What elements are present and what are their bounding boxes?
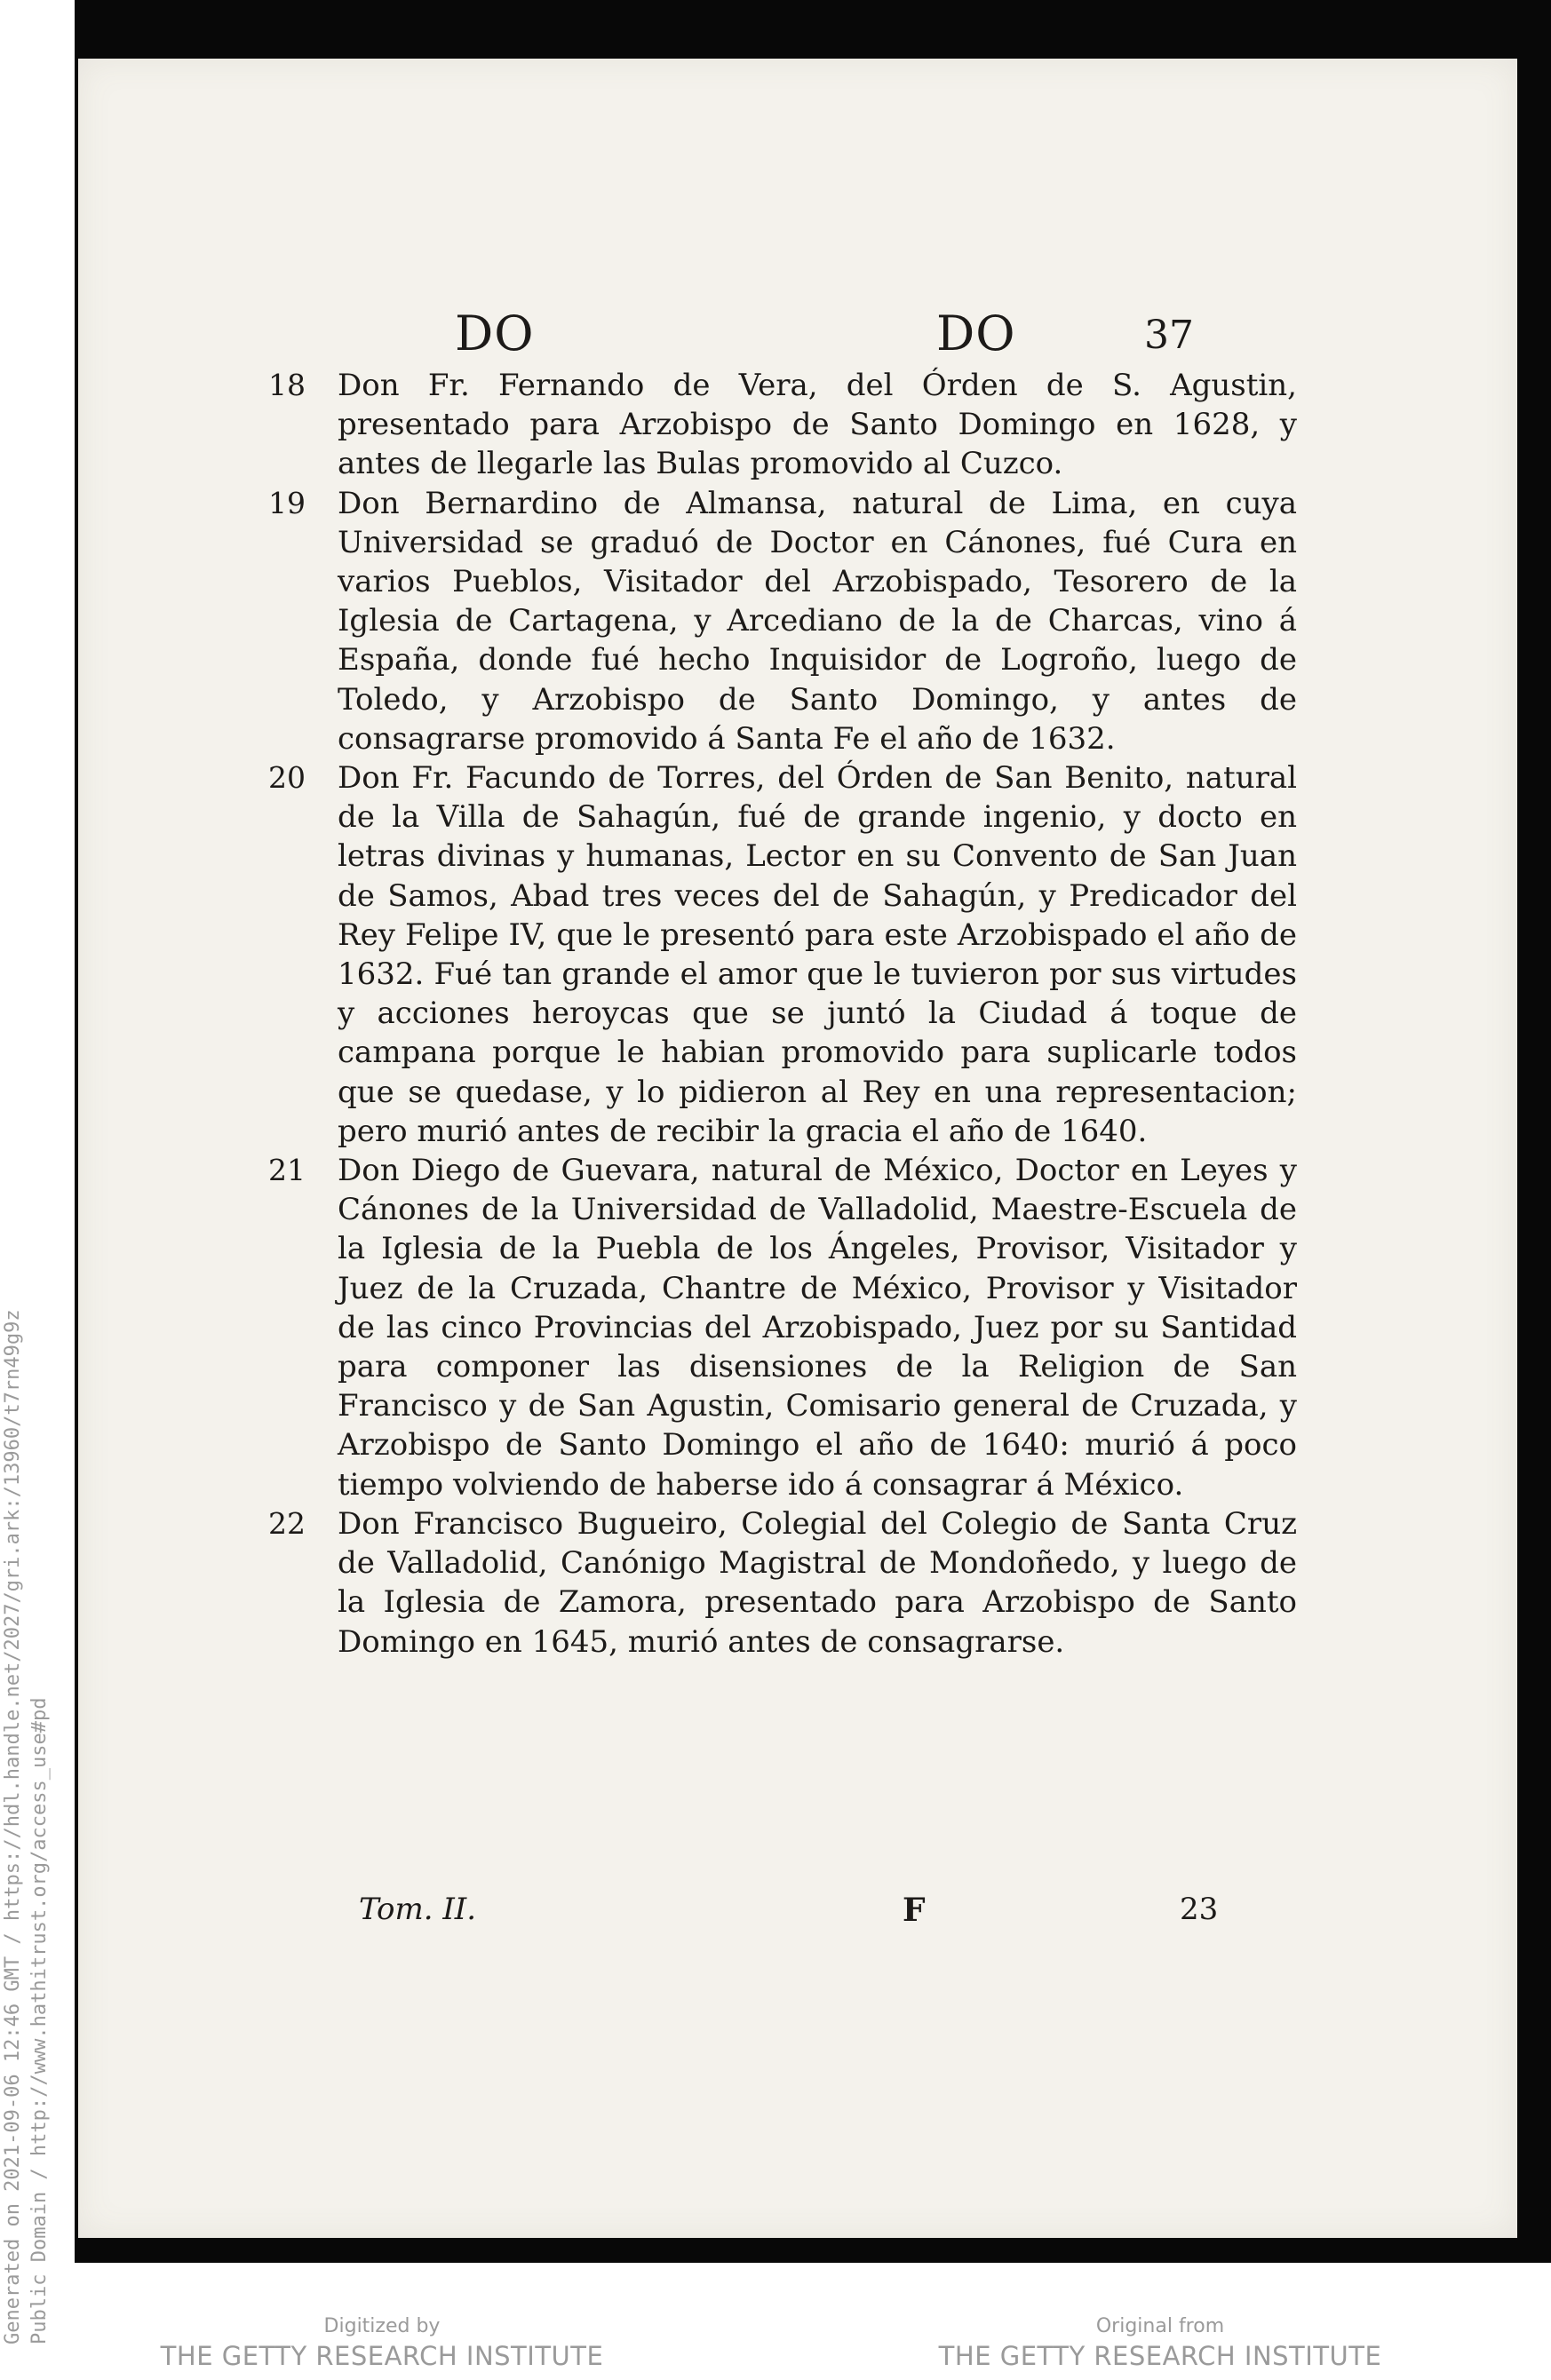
entry-20 — [78, 758, 1517, 1151]
entry-number: 20 — [268, 760, 306, 796]
signature-mark: F — [903, 1892, 926, 1929]
running-head-left: DO — [455, 305, 535, 361]
volume-label: Tom. II. — [359, 1892, 477, 1927]
entry-list — [78, 366, 1517, 1662]
digitized-by-credit — [160, 2314, 604, 2373]
original-from-institution: THE GETTY RESEARCH INSTITUTE — [938, 2341, 1382, 2371]
entry-text: Don Diego de Guevara, natural de México, Doctor en Leyes y Cánones de la Universidad de Valladolid, Maestre-Escuela de la Iglesia de la Puebla de los Ángeles, Provisor, Visitador y Juez de la Cruzada, Chantre de México, Provisor y Visitador de las cinco Provincias del Arzobispado, Juez por su Santidad para componer las disensiones de la Religion de San Francisco y de San Agustin, Comisario general de Cruzada, y Arzobispo de Santo Domingo el año de 1640: murió á poco tiempo volviendo de haberse ido á consagrar á México. — [338, 1153, 1297, 1503]
entry-number: 19 — [268, 485, 306, 520]
entry-text: Don Fr. Fernando de Vera, del Órden de S. Agustin, presentado para Arzobispo de Santo Domingo en 1628, y antes de llegarle las Bulas promovido al Cuzco. — [338, 368, 1297, 482]
entry-22 — [78, 1504, 1517, 1662]
entry-text: Don Bernardino de Almansa, natural de Lima, en cuya Universidad se graduó de Doctor en Cánones, fué Cura en varios Pueblos, Visitador del Arzobispado, Tesorero de la Iglesia de Cartagena, y Arcediano de la de Charcas, vino á España, donde fué hecho Inquisidor de Logroño, luego de Toledo, y Arzobispo de Santo Domingo, y antes de consagrarse promovido á Santa Fe el año de 1632. — [338, 485, 1297, 757]
entry-19 — [78, 484, 1517, 758]
watermark-line-generated: Generated on 2021-09-06 12:46 GMT / https://hdl.handle.net/2027/gri.ark:/13960/t7rn49g9z — [2, 1309, 24, 2344]
digitized-by-institution: THE GETTY RESEARCH INSTITUTE — [160, 2341, 604, 2371]
page-footer — [78, 1892, 1517, 1936]
running-head-right: DO — [936, 305, 1016, 361]
entry-text: Don Fr. Facundo de Torres, del Órden de San Benito, natural de la Villa de Sahagún, fué de grande ingenio, y docto en letras divinas y humanas, Lector en su Convento de San Juan de Samos, Abad tres veces del de Sahagún, y Predicador del Rey Felipe IV, que le presentó para este Arzobispado el año de 1632. Fué tan grande el amor que le tuvieron por sus virtudes y acciones heroycas que se juntó la Ciudad á toque de campana porque le habian promovido para suplicarle todos que se quedase, y lo pidieron al Rey en una representacion; pero murió antes de recibir la gracia el año de 1640. — [338, 760, 1297, 1149]
entry-21 — [78, 1151, 1517, 1504]
entry-number: 22 — [268, 1505, 306, 1541]
entry-number: 21 — [268, 1153, 306, 1188]
entry-18 — [78, 366, 1517, 484]
book-page — [78, 59, 1517, 2238]
entry-text: Don Francisco Bugueiro, Colegial del Colegio de Santa Cruz de Valladolid, Canónigo Magistral de Mondoñedo, y luego de la Iglesia de Zamora, presentado para Arzobispo de Santo Domingo en 1645, murió antes de consagrarse. — [338, 1505, 1297, 1660]
hathitrust-watermark — [0, 1101, 62, 2380]
catchword: 23 — [1180, 1892, 1219, 1927]
original-from-label: Original from — [1095, 2315, 1225, 2337]
page-number: 37 — [1144, 313, 1194, 358]
running-head — [78, 305, 1517, 368]
original-from-credit — [929, 2314, 1391, 2373]
entry-number: 18 — [268, 368, 306, 402]
digitized-by-label: Digitized by — [323, 2315, 441, 2337]
watermark-line-public-domain: Public Domain / http://www.hathitrust.org/access_use#pd — [28, 1697, 51, 2344]
